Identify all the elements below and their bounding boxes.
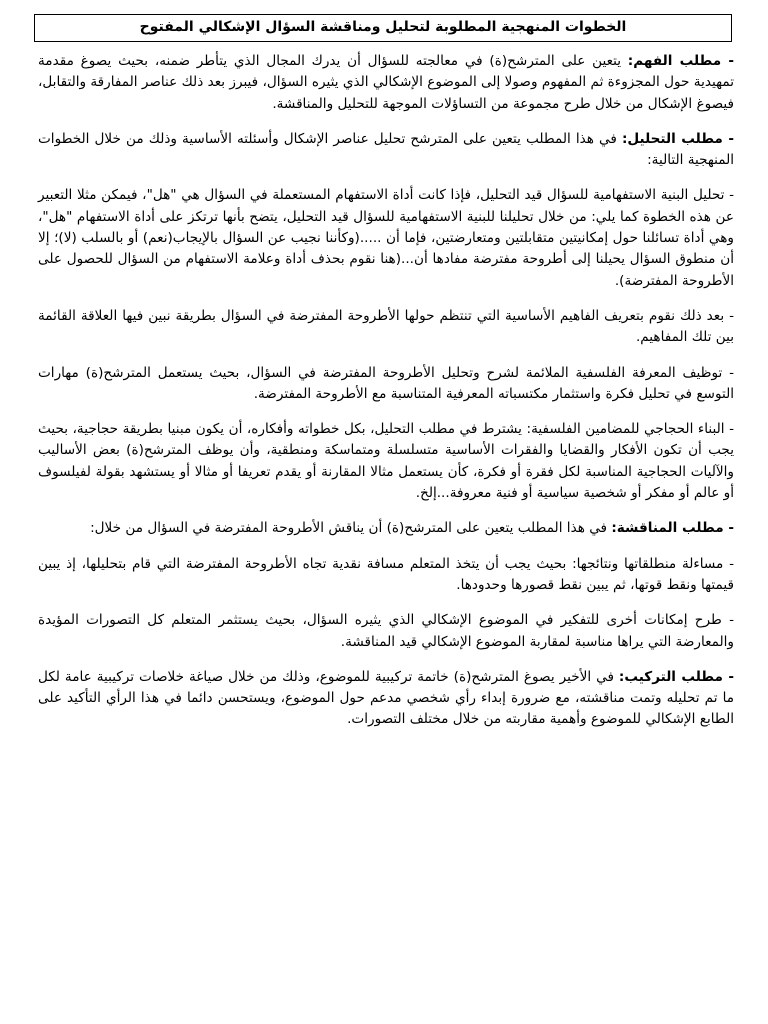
paragraph-argumentation [28, 419, 740, 504]
document-title: الخطوات المنهجية المطلوبة لتحليل ومناقشة السؤال الإشكالي المفتوح [34, 14, 732, 42]
paragraph-concepts [28, 306, 740, 349]
paragraph-synthesis [28, 667, 740, 731]
paragraph-text: - بعد ذلك نقوم بتعريف الفاهيم الأساسية التي تنتظم حولها الأطروحة المفترضة في السؤال بطريقة نبين فيها العلاقة القائمة بين تلك المفاهيم. [38, 307, 734, 346]
paragraph-text: في هذا المطلب يتعين على المترشح(ة) أن يناقش الأطروحة المفترضة في السؤال من خلال: [90, 520, 612, 537]
paragraph-text: - تحليل البنية الاستفهامية للسؤال قيد التحليل، فإذا كانت أداة الاستفهام المستعملة في السؤال هي "هل"، فيمكن مثلا التعبير عن هذه الخطوة كما يلي: من خلال تحليلنا للبنية الاستفهامية للسؤال قيد التحليل، يتضح بأنها ترتكز على أداة الاستفهام "هل"، وهي أداة تسائلنا حول إمكانيتين متقابلتين ومتعارضتين، فإما أن .....(وكأننا نجيب عن السؤال بالإيجاب(نعم) أو بالسلب (لا)؛ إلا أن منطوق السؤال يحيلنا إلى أطروحة مفترضة مفادها أن...(هنا نقوم بحذف أداة وعلامة الاستفهام من السؤال للحصول على الأطروحة المفترضة). [38, 187, 734, 289]
paragraph-text: يتعين على المترشح(ة) في معالجته للسؤال أن يدرك المجال الذي يتأطر ضمنه، بحيث يصوغ مقدمة تمهيدية حول المجزوءة ثم المفهوم وصولا إلى الموضوع الإشكالي الذي يثيره السؤال، فيبرز بعد ذلك عناصر المفارقة والتقابل، فيصوغ الإشكال من خلال طرح مجموعة من التساؤلات الموجهة للتحليل والمناقشة. [38, 53, 734, 112]
paragraph-text: في هذا المطلب يتعين على المترشح تحليل عناصر الإشكال وأسئلته الأساسية وذلك من خلال الخطوات المنهجية التالية: [38, 130, 734, 169]
section-lead: - مطلب الفهم: [627, 53, 734, 69]
paragraph-discussion [28, 518, 740, 539]
paragraph-text: - البناء الحجاجي للمضامين الفلسفية: يشترط في مطلب التحليل، بكل خطواته وأفكاره، أن يكون مبنيا بطريقة حجاجية، بحيث يجب أن تكون الأفكار والقضايا والفقرات الأساسية متسلسلة ومتماسكة ومنطقية، وأن يوظف المترشح(ة) بعض الأساليب والآليات الحجاجية المناسبة لكل فقرة أو فكرة، كأن يستعمل مثالا المقارنة أو يقدم تعريفا أو مثالا أو يستشهد بقولة لفيلسوف أو عالم أو مفكر أو شخصية سياسية أو فنية معروفة...إلخ. [38, 421, 734, 502]
paragraph-alternatives [28, 610, 740, 653]
paragraph-text: في الأخير يصوغ المترشح(ة) خاتمة تركيبية للموضوع، وذلك من خلال صياغة خلاصات تركيبية عامة لكل ما تم تحليله وتمت مناقشته، مع ضرورة إبداء رأي شخصي مدعم حول الموضوع، ويستحسن دائما في هذا الرأي التأكيد على الطابع الإشكالي للموضوع وأهمية مقاربته من خلال مختلف التصورات. [38, 668, 734, 728]
paragraph-knowledge [28, 363, 740, 406]
paragraph-question-structure [28, 185, 740, 291]
section-lead: - مطلب المناقشة: [611, 520, 734, 537]
paragraph-text: - توظيف المعرفة الفلسفية الملائمة لشرح وتحليل الأطروحة المفترضة في السؤال، بحيث يستعمل المترشح(ة) مهارات التوسع في تحليل فكرة واستثمار مكتسباته المعرفية المتناسبة مع الأطروحة المفترضة. [38, 364, 734, 402]
paragraph-text: - مساءلة منطلقاتها ونتائجها: بحيث يجب أن يتخذ المتعلم مسافة نقدية تجاه الأطروحة المفترضة التي قام بتحليلها، إذ يبين قيمتها ونقط قوتها، ثم يبين نقط قصورها وحدودها. [38, 555, 734, 593]
section-lead: - مطلب التحليل: [621, 130, 734, 147]
paragraph-text: - طرح إمكانات أخرى للتفكير في الموضوع الإشكالي الذي يثيره السؤال، بحيث يستثمر المتعلم كل التصورات المؤيدة والمعارضة التي يراها مناسبة لمقاربة الموضوع الإشكالي قيد المناقشة. [38, 612, 734, 650]
section-lead: - مطلب التركيب: [618, 668, 734, 685]
paragraph-understanding [28, 51, 740, 115]
paragraph-critique [28, 554, 740, 597]
paragraph-analysis [28, 129, 740, 172]
